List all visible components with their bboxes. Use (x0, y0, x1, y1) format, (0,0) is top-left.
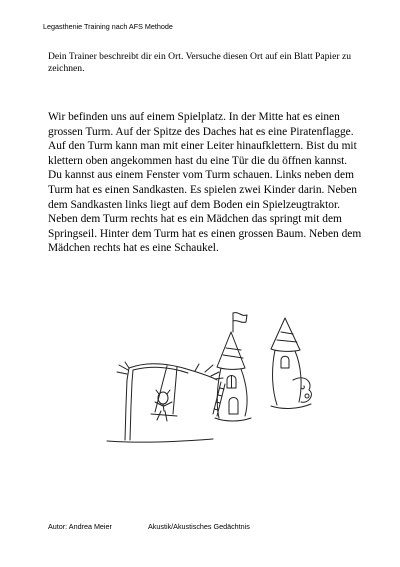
footer-author: Autor: Andrea Meier (48, 522, 112, 531)
child-on-swing (155, 390, 172, 421)
page-header: Legasthenie Training nach AFS Methode (43, 22, 173, 31)
playground-illustration (95, 310, 335, 455)
second-tower (271, 318, 311, 408)
tower-with-flag (213, 313, 251, 421)
instruction-text: Dein Trainer beschreibt dir ein Ort. Versuche diesen Ort auf ein Blatt Papier zu zeichnen. (48, 51, 352, 74)
story-paragraph: Wir befinden uns auf einem Spielplatz. In der Mitte hat es einen grossen Turm. Auf der Spitze des Daches hat es eine Piratenflagge. Auf den Turm kann man mit einer Leiter hinaufklettern. Bist du mit klettern oben angekommen hast du eine Tür die du öffnen kannst. Du kannst aus einem Fenster vom Turm schauen. Links neben dem Turm hat es einen Sandkasten. Es spielen zwei Kinder darin. Neben dem Sandkasten links liegt auf dem Boden ein Spielzeugtraktor. Neben dem Turm rechts hat es ein Mädchen das springt mit dem Springseil. Hinter dem Turm hat es einen grossen Baum. Neben dem Mädchen rechts hat es eine Schaukel. (48, 111, 362, 255)
tree-with-swing (107, 362, 223, 442)
story-text-block (48, 110, 363, 256)
footer-category: Akustik/Akustisches Gedächtnis (148, 522, 250, 531)
